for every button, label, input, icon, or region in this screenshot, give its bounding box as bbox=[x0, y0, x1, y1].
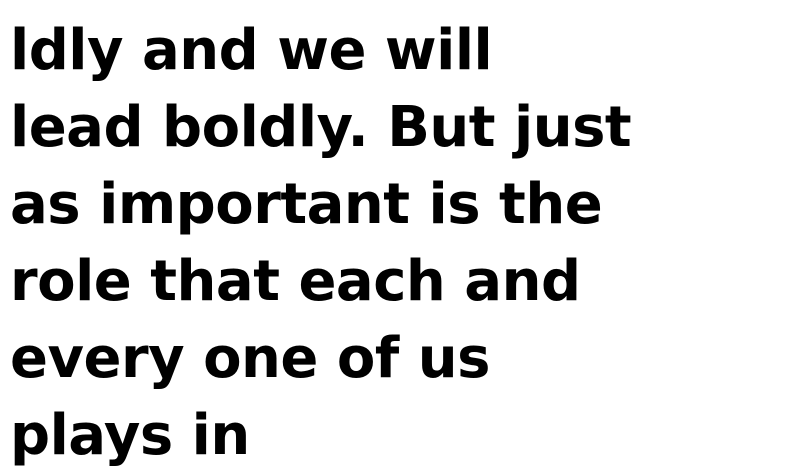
text-line-2: lead boldly. But just bbox=[10, 95, 632, 160]
text-line-3: as important is the bbox=[10, 172, 603, 237]
body-text bbox=[10, 12, 631, 474]
text-line-6: plays in bbox=[10, 403, 250, 468]
text-line-4: role that each and bbox=[10, 249, 581, 314]
text-line-5: every one of us bbox=[10, 326, 490, 391]
text-line-1: ldly and we will bbox=[10, 18, 493, 83]
